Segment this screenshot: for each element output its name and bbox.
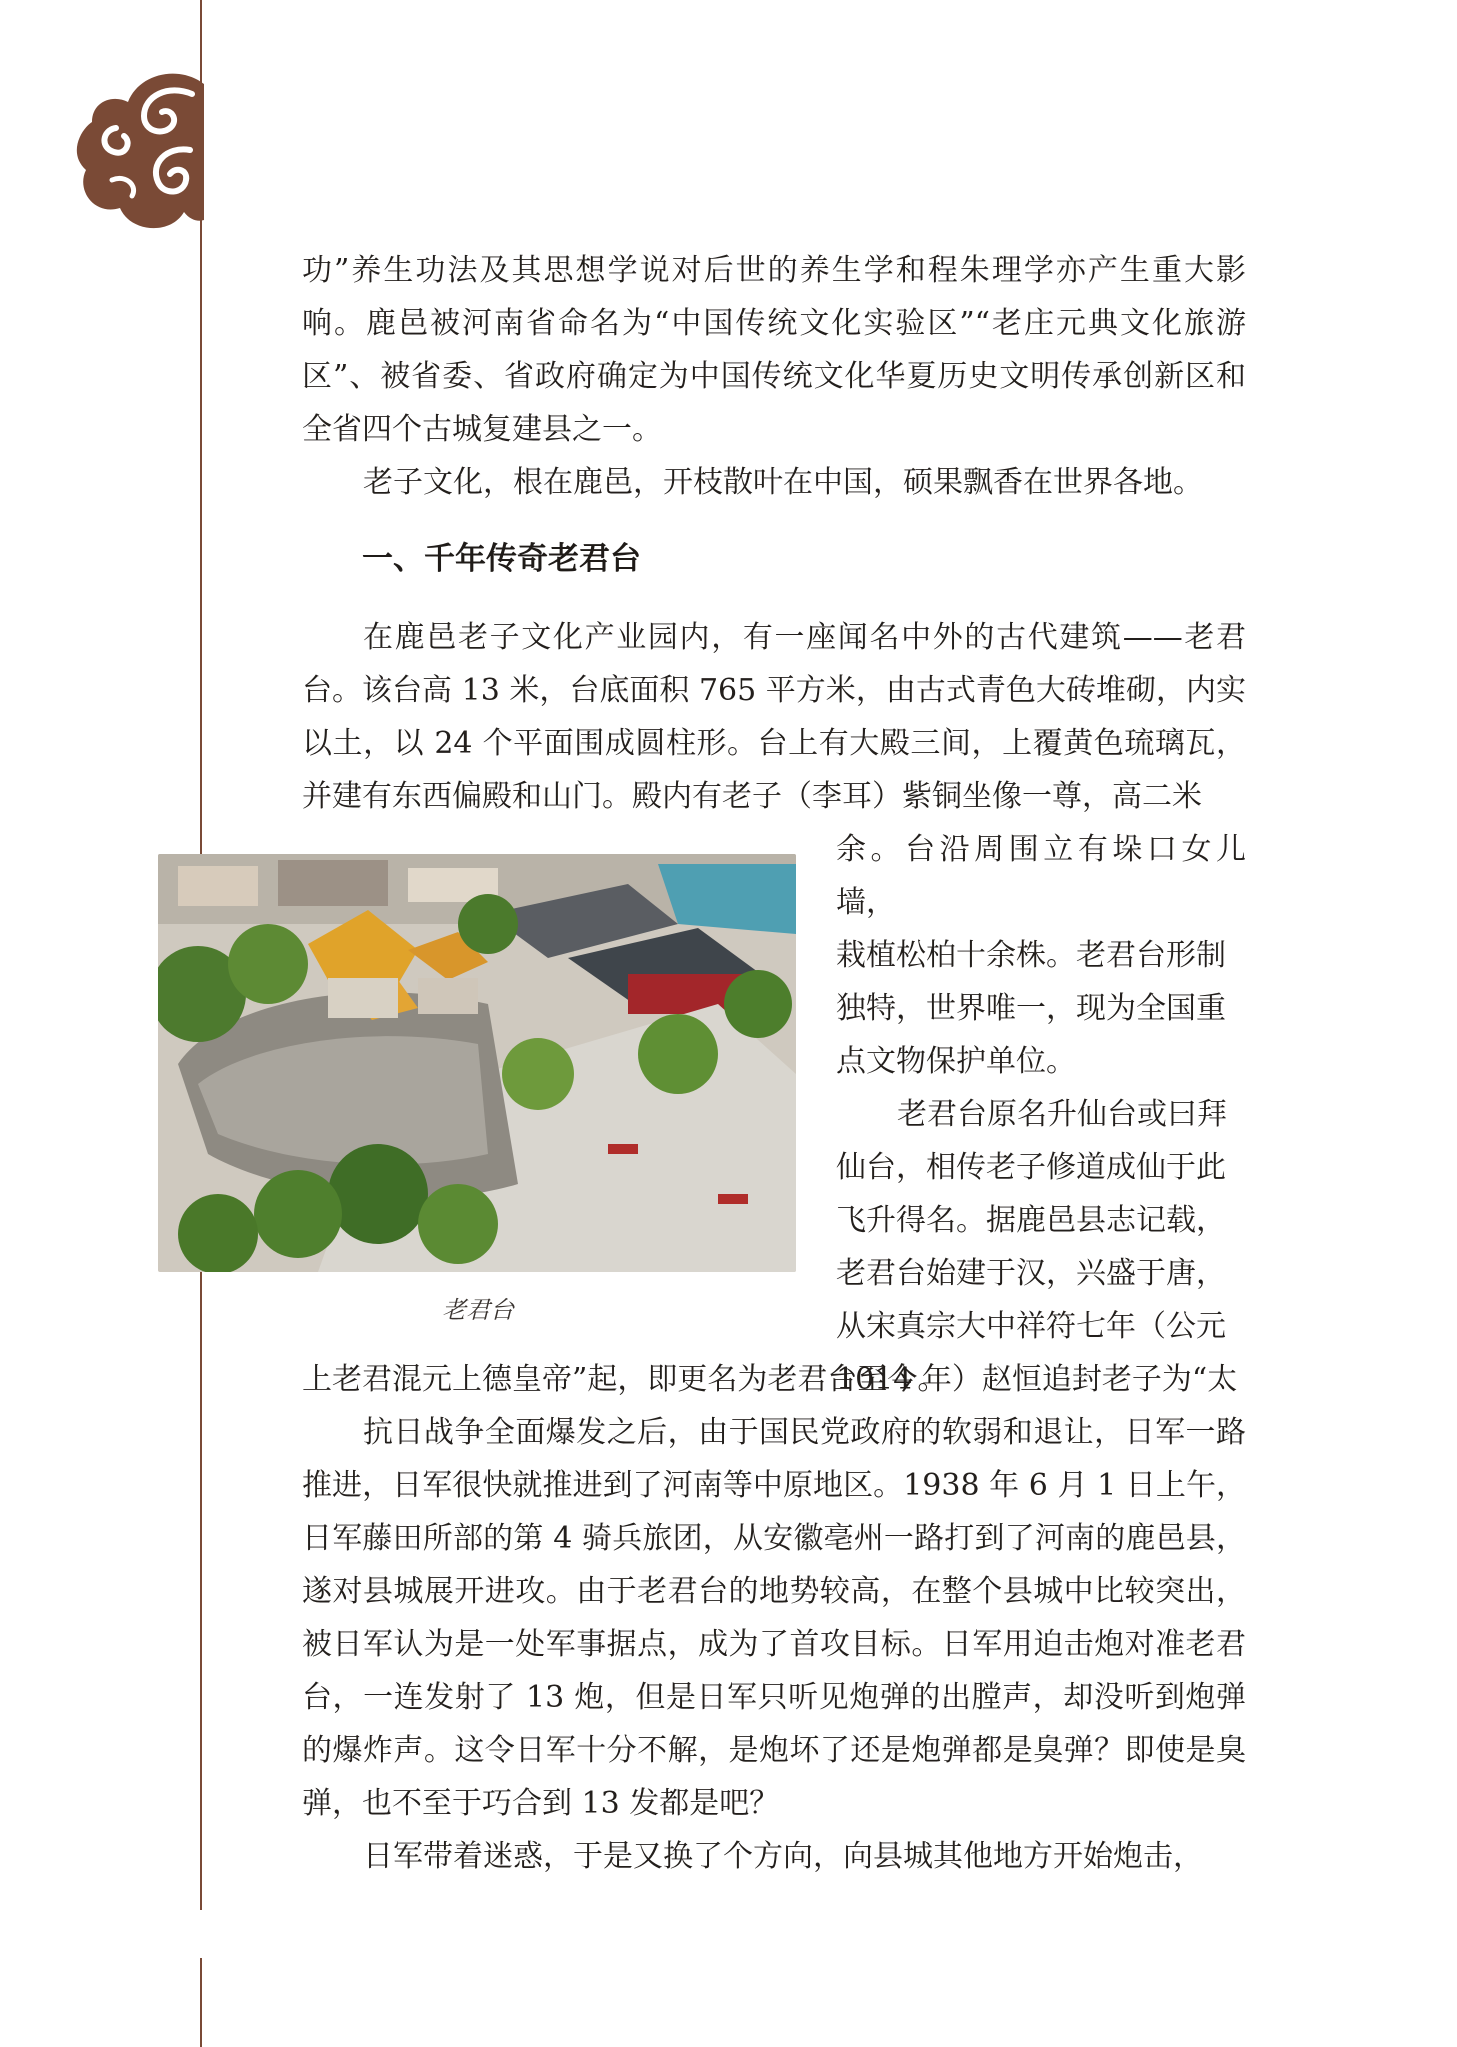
text-line: 从宋真宗大中祥符七年（公元 [836, 1309, 1226, 1344]
text-line: 1014 年）赵恒追封老子为“太 [836, 1362, 1238, 1397]
paragraph: 在鹿邑老子文化产业园内，有一座闻名中外的古代建筑——老君台。该台高 13 米，台底面积 765 平方米，由古式青色大砖堆砌，内实以土，以 24 个平面围成圆柱形。台上有大殿三间，上覆黄色琉璃瓦，并建有东西偏殿和山门。殿内有老子（李耳）紫铜坐像一尊，高二米 [302, 620, 1246, 814]
paragraph: 抗日战争全面爆发之后，由于国民党政府的软弱和退让，日军一路推进，日军很快就推进到了河南等中原地区。1938 年 6 月 1 日上午，日军藤田所部的第 4 骑兵旅团，从安徽亳州一路打到了河南的鹿邑县，遂对县城展开进攻。由于老君台的地势较高，在整个县城中比较突出，被日军认为是一处军事据点，成为了首攻目标。日军用迫击炮对准老君台，一连发射了 13 炮，但是日军只听见炮弹的出膛声，却没听到炮弹的爆炸声。这令日军十分不解，是炮坏了还是炮弹都是臭弹？即使是臭弹，也不至于巧合到 13 发都是吧？ [302, 1415, 1246, 1821]
margin-rule-lower [200, 1958, 202, 2047]
section-heading: 一、千年传奇老君台 [362, 541, 641, 577]
paragraph: 上老君混元上德皇帝”起，即更名为老君台至今。 [302, 1362, 948, 1397]
text-block-top [302, 244, 1246, 509]
paragraph: 功”养生功法及其思想学说对后世的养生学和程朱理学亦产生重大影响。鹿邑被河南省命名为“中国传统文化实验区”“老庄元典文化旅游区”、被省委、省政府确定为中国传统文化华夏历史文明传承创新区和全省四个古城复建县之一。 [302, 253, 1246, 447]
wrapped-text-column [836, 823, 1246, 1406]
paragraph: 日军带着迷惑，于是又换了个方向，向县城其他地方开始炮击， [363, 1839, 1203, 1874]
text-line: 老君台始建于汉，兴盛于唐， [836, 1256, 1226, 1291]
text-block-bottom [302, 1353, 1246, 1883]
text-line: 点文物保护单位。 [836, 1044, 1076, 1079]
text-line: 老君台原名升仙台或曰拜 [897, 1097, 1227, 1132]
text-line: 余。台沿周围立有垛口女儿墙， [836, 832, 1246, 920]
text-line: 栽植松柏十余株。老君台形制 [836, 938, 1226, 973]
laojuntai-photo [158, 854, 796, 1272]
text-line: 独特，世界唯一，现为全国重 [836, 991, 1226, 1026]
cloud-scroll-icon [72, 70, 207, 235]
text-line: 飞升得名。据鹿邑县志记载， [836, 1203, 1226, 1238]
paragraph: 老子文化，根在鹿邑，开枝散叶在中国，硕果飘香在世界各地。 [363, 465, 1203, 500]
text-block-intro [302, 611, 1246, 823]
image-caption: 老君台 [442, 1296, 514, 1324]
text-line: 仙台，相传老子修道成仙于此 [836, 1150, 1226, 1185]
